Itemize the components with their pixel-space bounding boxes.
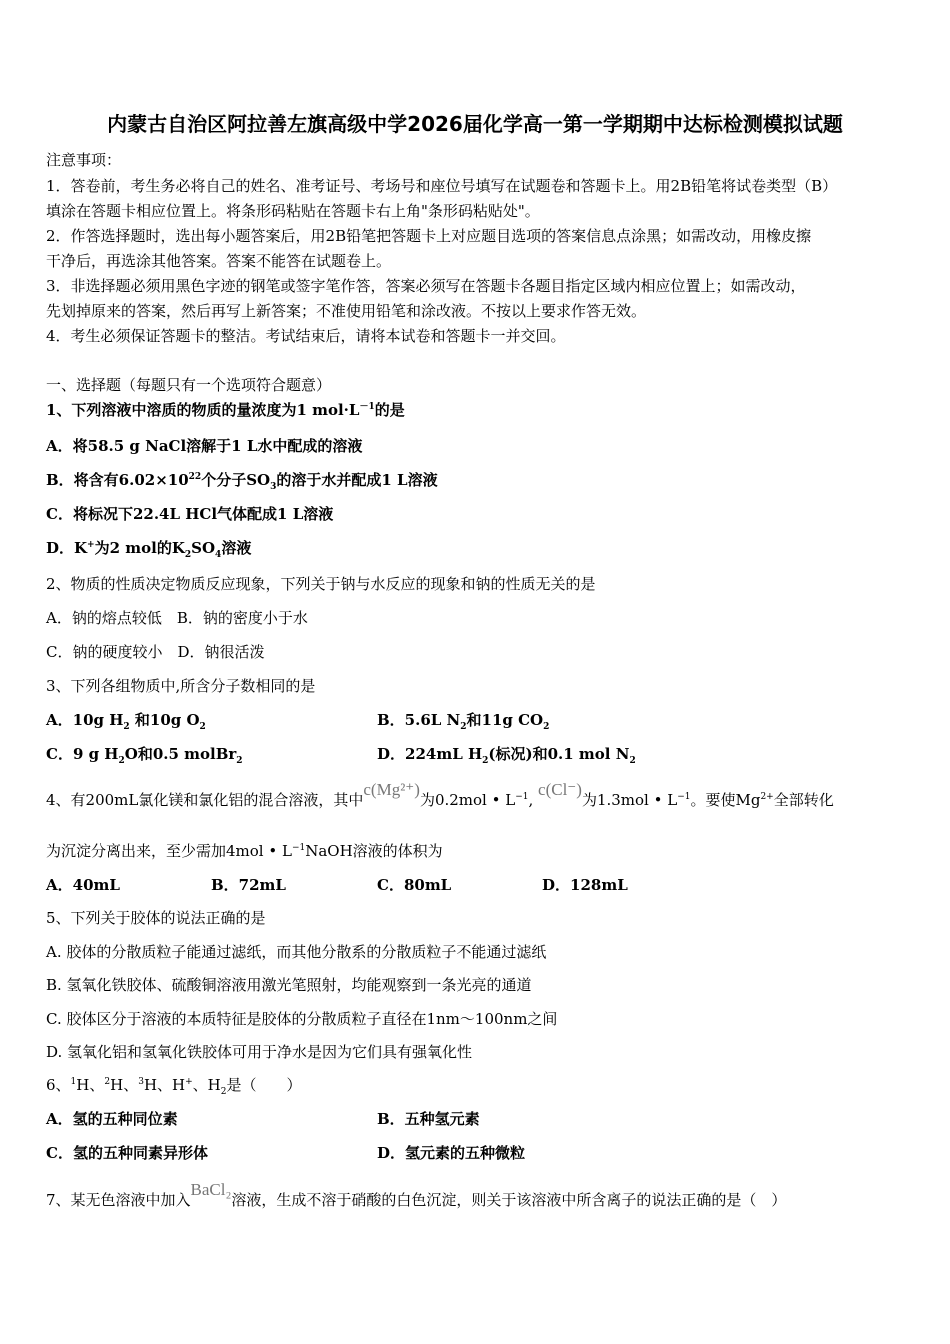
formula-image: c(Mg²⁺)	[363, 780, 420, 799]
question-4-stem-cont: 为沉淀分离出来，至少需加4mol • $L^{-1}NaOH$溶液的体积为	[46, 842, 443, 860]
superscript: 22	[188, 472, 202, 482]
question-3-stem: 3、下列各组物质中,所含分子数相同的是	[46, 677, 316, 695]
q5-option-c: C. 胶体区分于溶液的本质特征是胶体的分散质粒子直径在1nm～100nm之间	[46, 1010, 558, 1028]
note-line: 3．非选择题必须用黑色字迹的钢笔或签字笔作答，答案必须写在答题卡各题目指定区域内相应位置上；如需改动，	[46, 277, 806, 295]
superscript: −1	[677, 792, 691, 802]
superscript: +	[185, 1077, 193, 1087]
note-line: 2．作答选择题时，选出每小题答案后，用2B铅笔把答题卡上对应题目选项的答案信息点涂黑；如需改动，用橡皮擦	[46, 227, 812, 245]
q4-option-c: C．80mL	[377, 876, 452, 894]
superscript: 2	[104, 1077, 111, 1087]
q3-option-b: B．5.6L $N_2$和11g $CO_2$	[377, 711, 550, 732]
subscript: 2	[482, 756, 489, 766]
q5-option-b: B. 氢氧化铁胶体、硫酸铜溶液用激光笔照射，均能观察到一条光亮的通道	[46, 976, 532, 994]
note-line: 4．考生必须保证答题卡的整洁。考试结束后，请将本试卷和答题卡一并交回。	[46, 327, 566, 345]
subscript: 2	[236, 756, 243, 766]
superscript: 2+	[760, 792, 774, 802]
subscript: 3	[270, 482, 277, 492]
superscript: −1	[291, 843, 306, 853]
q4-option-b: B．72mL	[211, 876, 286, 894]
q1-option-a: A．将58.5 g NaCl溶解于1 L水中配成的溶液	[46, 437, 363, 455]
superscript: 1	[70, 1077, 77, 1087]
question-2-stem: 2、物质的性质决定物质反应现象，下列关于钠与水反应的现象和钠的性质无关的是	[46, 575, 596, 593]
note-line: 1．答卷前，考生务必将自己的姓名、准考证号、考场号和座位号填写在试题卷和答题卡上。用2B铅笔将试卷类型（B）	[46, 177, 838, 195]
q2-options-ab: A．钠的熔点较低 B．钠的密度小于水	[46, 609, 308, 627]
section-heading: 一、选择题（每题只有一个选项符合题意）	[46, 376, 332, 394]
q3-option-c: C．9 g $H_2O$和0.5 molBr$_2$	[46, 745, 243, 766]
formula-image: BaCl₂	[190, 1180, 232, 1199]
page-title: 内蒙古自治区阿拉善左旗高级中学2026届化学高一第一学期期中达标检测模拟试题	[107, 112, 843, 136]
superscript: 3	[138, 1077, 144, 1087]
note-line: 先划掉原来的答案，然后再写上新答案；不准使用铅笔和涂改液。不按以上要求作答无效。	[46, 302, 647, 320]
q3-option-d: D．224mL $H_2$(标况)和0.1 mol $N_2$	[377, 745, 636, 766]
question-4-stem: 4、有200mL氯化镁和氯化铝的混合溶液，其中c(Mg²⁺)为0.2mol • $L^{-1}$, c(Cl⁻)为1.3mol • $L^{-1}$。要使$Mg^{2+}$全部转化	[46, 780, 834, 809]
note-line: 干净后，再选涂其他答案。答案不能答在试题卷上。	[46, 252, 392, 270]
q1-option-c: C．将标况下22.4L HCl气体配成1 L溶液	[46, 505, 334, 523]
formula-image: c(Cl⁻)	[538, 780, 582, 799]
q3-option-a: A．10g $H_2$ 和10g $O_2$	[46, 711, 206, 732]
question-5-stem: 5、下列关于胶体的说法正确的是	[46, 909, 266, 927]
subscript: 4	[215, 550, 222, 560]
question-6-stem: 6、$^1$H、$^2$H、$^3$H、H+、$H_2$是（ ）	[46, 1076, 302, 1097]
q6-option-d: D．氢元素的五种微粒	[377, 1144, 526, 1162]
subscript: 2	[629, 756, 636, 766]
subscript: 2	[199, 722, 206, 732]
subscript: 2	[543, 722, 550, 732]
subscript: 2	[460, 722, 467, 732]
q5-option-d: D. 氢氧化铝和氢氧化铁胶体可用于净水是因为它们具有强氧化性	[46, 1043, 473, 1061]
q4-option-d: D．128mL	[542, 876, 628, 894]
question-7-stem: 7、某无色溶液中加入BaCl₂溶液，生成不溶于硝酸的白色沉淀，则关于该溶液中所含离子的说法正确的是（ ）	[46, 1180, 787, 1209]
q6-option-c: C．氢的五种同素异形体	[46, 1144, 208, 1162]
subscript: 2	[220, 1087, 227, 1097]
superscript: +	[87, 540, 95, 550]
subscript: 2	[123, 722, 130, 732]
note-line: 填涂在答题卡相应位置上。将条形码粘贴在答题卡右上角"条形码粘贴处"。	[46, 202, 540, 220]
superscript: −1	[515, 792, 529, 802]
q4-option-a: A．40mL	[46, 876, 120, 894]
superscript: －1	[359, 402, 375, 412]
notes-heading: 注意事项：	[46, 151, 122, 169]
subscript: 2	[184, 550, 192, 560]
q1-option-b: B．将含有$6.02\times 10^{22}$个分子$SO_3$的溶于水并配成1 L溶液	[46, 471, 438, 492]
q6-option-a: A．氢的五种同位素	[46, 1110, 178, 1128]
question-1-stem: 1、下列溶液中溶质的物质的量浓度为1 $mol\cdot L^{-1}$的是	[46, 401, 405, 419]
q6-option-b: B．五种氢元素	[377, 1110, 480, 1128]
q2-options-cd: C．钠的硬度较小 D．钠很活泼	[46, 643, 265, 661]
q5-option-a: A. 胶体的分散质粒子能通过滤纸，而其他分散系的分散质粒子不能通过滤纸	[46, 943, 547, 961]
subscript: 2	[118, 756, 125, 766]
q1-option-d: D．K+为2 mol的$K_2SO_4$溶液	[46, 539, 252, 560]
